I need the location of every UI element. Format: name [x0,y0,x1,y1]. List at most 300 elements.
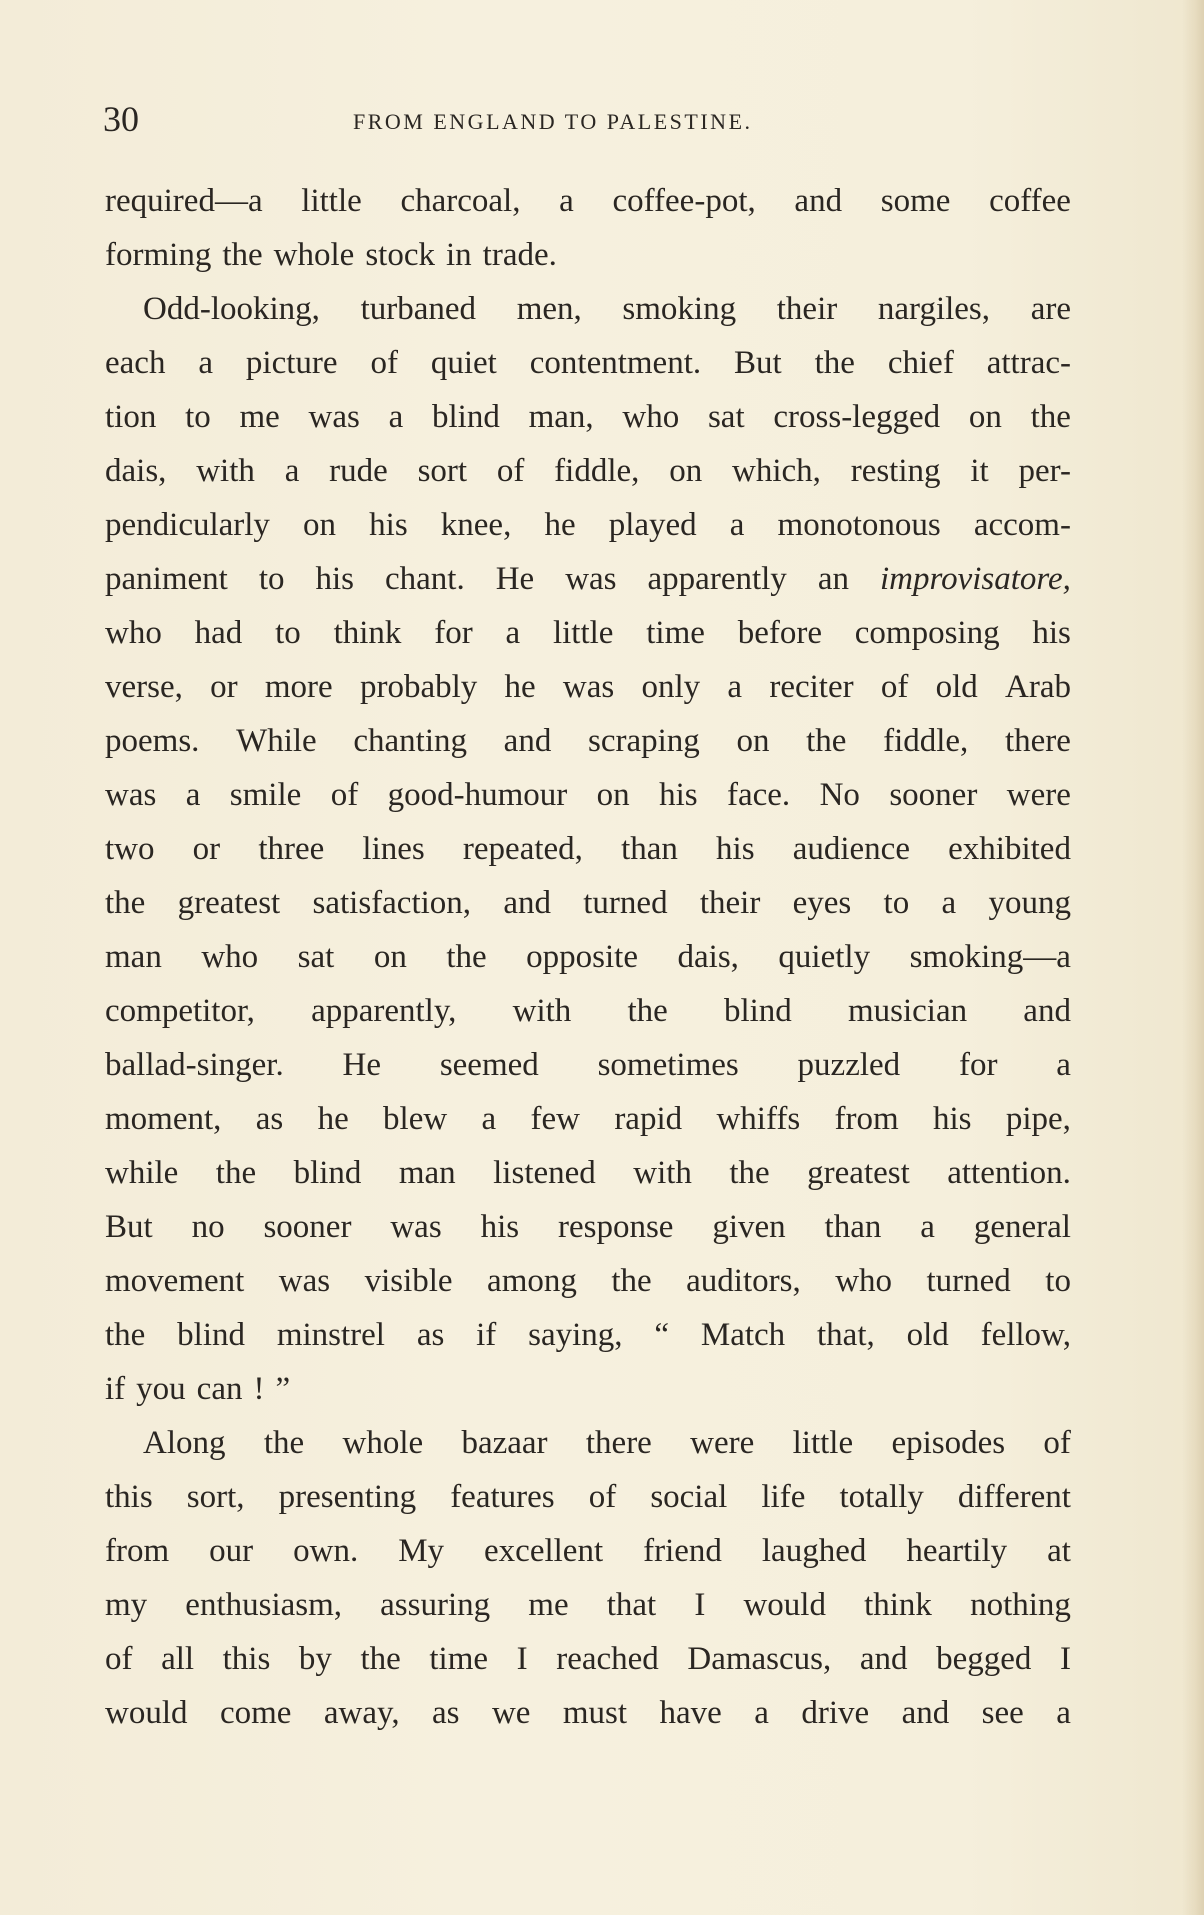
word: with [196,453,255,489]
word: their [776,291,838,327]
word: all [161,1641,195,1677]
word: My [398,1533,445,1569]
word: coffee-pot, [612,183,756,219]
word: would [105,1695,188,1731]
word: the [729,1155,770,1191]
word: of [880,669,909,705]
word: the [446,939,487,975]
word: friend [643,1533,722,1569]
word: per- [1018,453,1071,489]
body-text [105,174,1071,1740]
word: there [1004,723,1071,759]
word: general [973,1209,1071,1245]
text-line [105,1308,1071,1362]
word: blew [383,1101,448,1137]
word: with [512,993,572,1029]
word: if [105,1371,126,1407]
word: satisfaction, [312,885,472,921]
word: sort [417,453,468,489]
word: was [105,777,157,813]
word: chanting [353,723,468,759]
word: musician [847,993,968,1029]
word: must [562,1695,628,1731]
word: stock [365,237,435,273]
word: resting [850,453,941,489]
word: reached [556,1641,659,1677]
word: Arab [1005,669,1071,705]
word: to [258,561,285,597]
text-line [105,336,1071,390]
word: the [1030,399,1071,435]
word: social [650,1479,728,1515]
text-line [105,1578,1071,1632]
word: on [596,777,630,813]
word: sat [297,939,335,975]
word: of [105,1641,133,1677]
text-line [105,282,1071,336]
word: young [988,885,1071,921]
text-line [105,714,1071,768]
word: as [416,1317,445,1353]
word: in [445,237,472,273]
word: a [185,777,201,813]
word: of [1043,1425,1071,1461]
word: to [185,399,211,435]
word: begged [936,1641,1032,1677]
word: had [194,615,243,651]
word: listened [493,1155,596,1191]
text-line [105,228,1071,282]
word: man, [528,399,594,435]
word: for [434,615,473,651]
word: forming [105,237,212,273]
word: to [1045,1263,1071,1299]
word: a [284,453,300,489]
text-line [105,552,1071,606]
word: a [559,183,574,219]
word: enthusiasm, [185,1587,343,1623]
word: an [817,561,849,597]
word: fiddle, [554,453,640,489]
word: of [588,1479,617,1515]
word: think [333,615,402,651]
word: repeated, [462,831,583,867]
word: with [633,1155,692,1191]
word: monotonous [777,507,941,543]
text-line [105,1416,1071,1470]
text-line [105,822,1071,876]
word: before [737,615,822,651]
word: if [476,1317,497,1353]
word: it [970,453,989,489]
word: ! [253,1371,265,1407]
word: whiffs [716,1101,801,1137]
text-line [105,930,1071,984]
word: a [505,615,521,651]
word: heartily [906,1533,1008,1569]
word: trade. [482,237,557,273]
word: movement [105,1263,245,1299]
word: Odd-looking, [143,291,320,327]
word: exhibited [948,831,1071,867]
word: would [743,1587,826,1623]
word: who [835,1263,893,1299]
word: puzzled [797,1047,901,1083]
word: improvisatore, [879,561,1071,597]
word: than [621,831,678,867]
word: we [491,1695,531,1731]
word: you [136,1371,186,1407]
word: excellent [484,1533,604,1569]
word: While [236,723,317,759]
word: that, [817,1317,875,1353]
word: he [504,669,536,705]
word: man [105,939,162,975]
word: was [562,669,615,705]
word: He [495,561,535,597]
text-line [105,1686,1071,1740]
word: contentment. [529,345,702,381]
word: who [622,399,680,435]
word: his [315,561,354,597]
word: and [503,885,551,921]
word: totally [839,1479,924,1515]
text-line [105,1632,1071,1686]
word: and [1023,993,1071,1029]
word: auditors, [686,1263,801,1299]
word: more [264,669,333,705]
text-line [105,1038,1071,1092]
word: he [544,507,576,543]
word: visible [364,1263,453,1299]
word: as [255,1101,284,1137]
word: given [712,1209,786,1245]
word: whole [342,1425,424,1461]
word: was [308,399,360,435]
word: required—a [105,183,263,219]
word: attrac- [986,345,1071,381]
word: competitor, [105,993,255,1029]
word: whole [273,237,355,273]
word: sooner [889,777,978,813]
word: accom- [973,507,1071,543]
word: were [1006,777,1071,813]
word: or [210,669,238,705]
text-line [105,1470,1071,1524]
text-line [105,1200,1071,1254]
word: the [105,885,146,921]
text-line [105,1362,1071,1416]
word: the [627,993,668,1029]
word: quiet [430,345,497,381]
word: his [369,507,408,543]
word: greatest [177,885,281,921]
word: man [398,1155,456,1191]
word: was [278,1263,331,1299]
word: He [342,1047,381,1083]
word: assuring [380,1587,491,1623]
page-header [103,97,1071,147]
word: episodes [891,1425,1006,1461]
word: different [957,1479,1071,1515]
text-line [105,660,1071,714]
word: of [496,453,525,489]
word: the [222,237,263,273]
word: a [941,885,957,921]
word: a [481,1101,497,1137]
text-line [105,1146,1071,1200]
word: of [330,777,359,813]
word: which, [732,453,821,489]
word: who [201,939,259,975]
word: me [528,1587,569,1623]
word: was [565,561,617,597]
word: come [219,1695,292,1731]
word: me [239,399,280,435]
word: from [105,1533,170,1569]
word: on [303,507,337,543]
word: Along [143,1425,226,1461]
word: some [880,183,951,219]
word: I [516,1641,528,1677]
word: knee, [440,507,512,543]
word: were [690,1425,755,1461]
word: opposite [526,939,638,975]
word: cross-legged [773,399,941,435]
word: paniment [105,561,228,597]
word: But [105,1209,153,1245]
word: life [761,1479,806,1515]
word: their [699,885,761,921]
text-line [105,768,1071,822]
word: old [906,1317,949,1353]
word: attention. [947,1155,1071,1191]
word: each [105,345,166,381]
word: who [105,615,162,651]
word: drive [801,1695,870,1731]
word: our [209,1533,254,1569]
word: was [390,1209,442,1245]
word: only [641,669,701,705]
text-line [105,498,1071,552]
word: dais, [677,939,739,975]
word: pipe, [1005,1101,1071,1137]
word: I [1059,1641,1071,1677]
word: quietly [778,939,871,975]
word: sort, [186,1479,245,1515]
word: a [198,345,214,381]
word: tion [105,399,157,435]
word: No [819,777,860,813]
word: the [806,723,847,759]
word: poems. [105,723,200,759]
word: sometimes [597,1047,739,1083]
word: chant. [385,561,465,597]
word: a [388,399,404,435]
word: presenting [278,1479,417,1515]
word: Damascus, [687,1641,832,1677]
word: few [530,1101,580,1137]
running-head: FROM ENGLAND TO PALESTINE. [353,109,753,134]
word: there [585,1425,652,1461]
page-number: 30 [103,99,139,139]
word: two [105,831,155,867]
word: this [222,1641,271,1677]
word: time [429,1641,489,1677]
word: chief [887,345,954,381]
word: his [480,1209,520,1245]
word: features [450,1479,555,1515]
word: smoking—a [909,939,1071,975]
word: a [729,507,745,543]
word: a [754,1695,769,1731]
word: and [503,723,552,759]
word: and [794,183,843,219]
word: old [935,669,978,705]
word: blind [293,1155,362,1191]
word: Match [700,1317,786,1353]
word: nothing [970,1587,1071,1623]
word: sooner [263,1209,352,1245]
word: fiddle, [883,723,969,759]
word: have [659,1695,722,1731]
word: laughed [761,1533,867,1569]
word: the [611,1263,652,1299]
word: greatest [807,1155,910,1191]
word: no [191,1209,225,1245]
word: for [958,1047,998,1083]
word: rude [329,453,388,489]
word: can [196,1371,243,1407]
word: played [608,507,697,543]
word: moment, [105,1101,222,1137]
word: the [814,345,855,381]
word: time [646,615,705,651]
word: a [920,1209,935,1245]
word: think [864,1587,932,1623]
word: turbaned [360,291,477,327]
word: by [298,1641,332,1677]
word: see [981,1695,1024,1731]
word: while [105,1155,179,1191]
word: his [933,1101,972,1137]
word: audience [792,831,910,867]
word: turned [583,885,668,921]
word: pendicularly [105,507,270,543]
word: composing [854,615,1000,651]
text-line [105,1524,1071,1578]
word: my [105,1587,148,1623]
word: bazaar [461,1425,548,1461]
text-line [105,1092,1071,1146]
word: blind [177,1317,245,1353]
word: the [360,1641,401,1677]
page-edge-shadow [1182,0,1204,1915]
word: fellow, [980,1317,1071,1353]
word: saying, [528,1317,623,1353]
text-line [105,984,1071,1038]
word: But [734,345,782,381]
word: blind [723,993,792,1029]
word: minstrel [276,1317,385,1353]
word: picture [245,345,338,381]
word: or [192,831,221,867]
word: lines [362,831,425,867]
word: I [694,1587,706,1623]
word: are [1030,291,1071,327]
word: ” [275,1371,291,1407]
word: seemed [439,1047,539,1083]
word: little [552,615,614,651]
word: the [215,1155,257,1191]
word: from [834,1101,899,1137]
word: on [373,939,407,975]
word: rapid [614,1101,683,1137]
word: verse, [105,669,183,705]
word: eyes [792,885,852,921]
word: reciter [769,669,854,705]
word: smile [229,777,302,813]
word: the [263,1425,305,1461]
word: on [736,723,770,759]
word: to [275,615,301,651]
word: apparently, [311,993,457,1029]
word: his [1032,615,1071,651]
word: he [317,1101,349,1137]
word: “ [654,1317,670,1353]
word: the [105,1317,146,1353]
word: and [901,1695,950,1731]
word: sat [707,399,745,435]
word: as [432,1695,460,1731]
word: own. [293,1533,359,1569]
text-line [105,606,1071,660]
word: away, [323,1695,400,1731]
word: little [301,183,362,219]
word: face. [727,777,791,813]
word: ballad-singer. [105,1047,284,1083]
word: this [105,1479,153,1515]
word: good-humour [387,777,568,813]
word: his [716,831,755,867]
text-line [105,876,1071,930]
word: three [258,831,325,867]
word: a [1056,1695,1071,1731]
text-line [105,174,1071,228]
word: turned [926,1263,1011,1299]
word: at [1047,1533,1071,1569]
word: nargiles, [877,291,991,327]
text-line [105,1254,1071,1308]
word: a [727,669,743,705]
word: his [659,777,698,813]
word: response [557,1209,674,1245]
word: on [669,453,703,489]
word: on [968,399,1002,435]
word: coffee [989,183,1071,219]
text-line [105,444,1071,498]
word: charcoal, [400,183,521,219]
word: smoking [622,291,737,327]
word: men, [516,291,582,327]
word: and [859,1641,908,1677]
word: scraping [587,723,700,759]
word: apparently [647,561,787,597]
word: dais, [105,453,167,489]
word: of [370,345,398,381]
word: that [606,1587,657,1623]
word: a [1056,1047,1071,1083]
